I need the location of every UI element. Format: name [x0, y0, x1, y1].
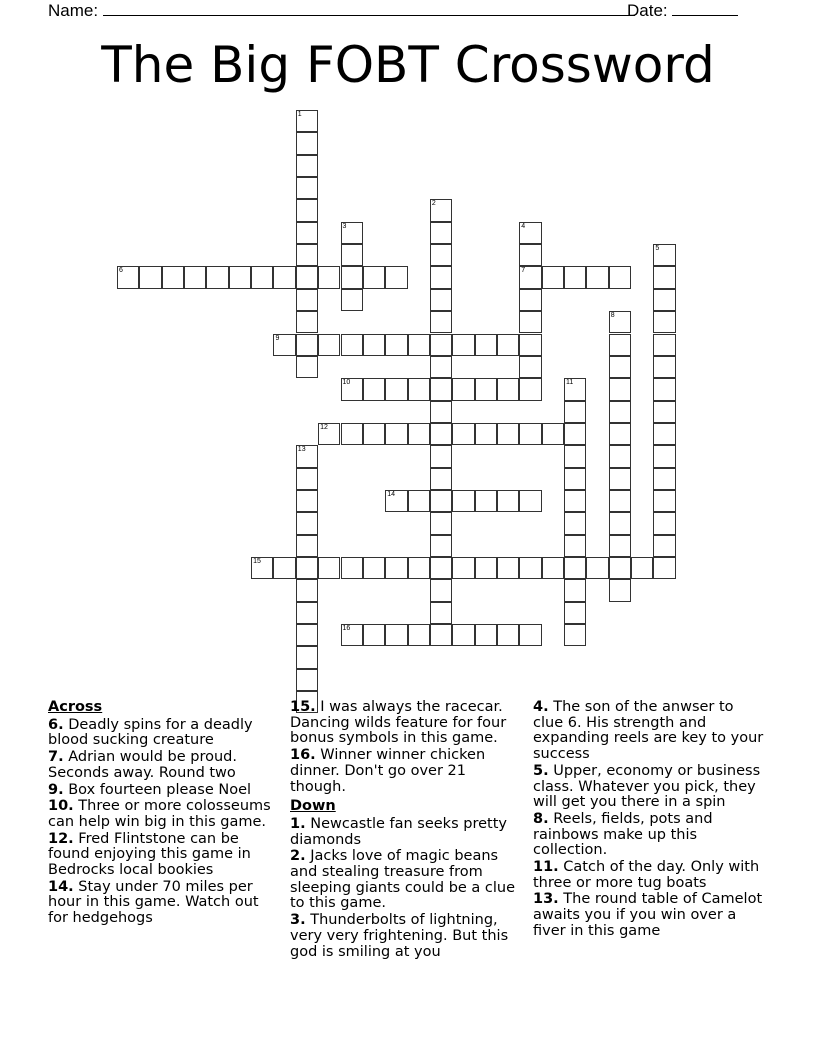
- grid-cell[interactable]: [385, 624, 407, 646]
- grid-cell[interactable]: [609, 266, 631, 288]
- grid-cell[interactable]: [296, 311, 318, 333]
- grid-cell[interactable]: [184, 266, 206, 288]
- clue-number: 3: [342, 222, 347, 230]
- grid-cell[interactable]: [341, 624, 363, 646]
- grid-cell[interactable]: [296, 535, 318, 557]
- page-title: The Big FOBT Crossword: [101, 36, 715, 94]
- clue-num: 3.: [290, 912, 306, 929]
- grid-cell[interactable]: [385, 557, 407, 579]
- across-clue: 14. Stay under 70 miles per hour in this game. Watch out for hedgehogs: [48, 878, 259, 927]
- grid-cell[interactable]: [564, 624, 586, 646]
- grid-cell[interactable]: [475, 557, 497, 579]
- grid-cell[interactable]: [519, 490, 541, 512]
- grid-cell[interactable]: [341, 289, 363, 311]
- grid-cell[interactable]: [609, 334, 631, 356]
- grid-cell[interactable]: [363, 334, 385, 356]
- grid-cell[interactable]: [430, 356, 452, 378]
- grid-cell[interactable]: [430, 490, 452, 512]
- grid-cell[interactable]: [139, 266, 161, 288]
- grid-cell[interactable]: [430, 222, 452, 244]
- grid-cell[interactable]: [430, 602, 452, 624]
- grid-cell[interactable]: [296, 177, 318, 199]
- down-clue: 3. Thunderbolts of lightning, very very frightening. But this god is smiling at you: [290, 912, 509, 960]
- grid-cell[interactable]: [430, 401, 452, 423]
- grid-cell[interactable]: [564, 468, 586, 490]
- grid-cell[interactable]: [519, 222, 541, 244]
- across-clue: 12. Fred Flintstone can be found enjoying this game in Bedrocks local bookies: [48, 830, 251, 879]
- grid-cell[interactable]: [408, 334, 430, 356]
- grid-cell[interactable]: [363, 378, 385, 400]
- clue-num: 14.: [48, 878, 74, 895]
- grid-cell[interactable]: [452, 490, 474, 512]
- grid-cell[interactable]: [341, 266, 363, 288]
- grid-cell[interactable]: [430, 334, 452, 356]
- grid-cell[interactable]: [519, 334, 541, 356]
- grid-cell[interactable]: [430, 512, 452, 534]
- down-clue: 11. Catch of the day. Only with three or more tug boats: [533, 859, 760, 891]
- clue-number: 1: [297, 111, 302, 118]
- grid-cell[interactable]: [564, 401, 586, 423]
- grid-cell[interactable]: [296, 557, 318, 579]
- grid-cell[interactable]: [564, 423, 586, 445]
- clue-num: 7.: [48, 749, 64, 766]
- grid-cell[interactable]: [408, 423, 430, 445]
- grid-cell[interactable]: [251, 266, 273, 288]
- grid-cell[interactable]: [341, 244, 363, 266]
- down-clue: 8. Reels, fields, pots and rainbows make up this collection.: [533, 810, 713, 859]
- across-clue: 7. Adrian would be proud. Seconds away. Round two: [48, 749, 237, 781]
- grid-cell[interactable]: [117, 266, 139, 288]
- grid-cell[interactable]: [430, 289, 452, 311]
- grid-cell[interactable]: [475, 334, 497, 356]
- grid-cell[interactable]: [519, 311, 541, 333]
- grid-cell[interactable]: [251, 557, 273, 579]
- clues-column-2: [290, 700, 525, 961]
- grid-cell[interactable]: [363, 266, 385, 288]
- across-clue: 16. Winner winner chicken dinner. Don't go over 21 though.: [290, 747, 486, 795]
- grid-cell[interactable]: [229, 266, 251, 288]
- grid-cell[interactable]: [564, 535, 586, 557]
- grid-cell[interactable]: [452, 423, 474, 445]
- clue-number: 5: [655, 245, 660, 253]
- grid-cell[interactable]: [430, 624, 452, 646]
- grid-cell[interactable]: [653, 512, 675, 534]
- grid-cell[interactable]: [385, 266, 407, 288]
- down-clue: 1. Newcastle fan seeks pretty diamonds: [290, 815, 507, 848]
- grid-cell[interactable]: [430, 557, 452, 579]
- grid-cell[interactable]: [296, 289, 318, 311]
- clue-num: 1.: [290, 815, 306, 832]
- grid-cell[interactable]: [609, 468, 631, 490]
- grid-cell[interactable]: [653, 244, 675, 266]
- clue-number: 8: [610, 312, 615, 320]
- clue-number: 7: [521, 267, 526, 275]
- down-clue: 13. The round table of Camelot awaits you if you win over a fiver in this game: [533, 891, 763, 939]
- grid-cell[interactable]: [564, 512, 586, 534]
- grid-cell[interactable]: [385, 334, 407, 356]
- grid-cell[interactable]: [341, 423, 363, 445]
- grid-cell[interactable]: [586, 266, 608, 288]
- grid-cell[interactable]: [385, 490, 407, 512]
- clue-number: 16: [342, 625, 351, 633]
- across-clue: 6. Deadly spins for a deadly blood sucking creature: [48, 716, 253, 749]
- down-clue: 2. Jacks love of magic beans and stealing treasure from sleeping giants could be a clue to this game.: [290, 848, 516, 912]
- grid-cell[interactable]: [452, 557, 474, 579]
- grid-cell[interactable]: [296, 356, 318, 378]
- clue-number: 9: [275, 334, 280, 342]
- grid-cell[interactable]: [341, 557, 363, 579]
- grid-cell[interactable]: [653, 490, 675, 512]
- clue-number: 13: [297, 446, 306, 454]
- grid-cell[interactable]: [318, 266, 340, 288]
- grid-cell[interactable]: [564, 445, 586, 467]
- grid-cell[interactable]: [542, 557, 564, 579]
- grid-cell[interactable]: [385, 378, 407, 400]
- grid-cell[interactable]: [273, 557, 295, 579]
- clue-number: 10: [342, 379, 351, 387]
- grid-cell[interactable]: [497, 557, 519, 579]
- grid-cell[interactable]: [653, 535, 675, 557]
- grid-cell[interactable]: [653, 334, 675, 356]
- name-label: Name:: [48, 1, 99, 20]
- grid-cell[interactable]: [542, 423, 564, 445]
- grid-cell[interactable]: [296, 222, 318, 244]
- grid-cell[interactable]: [408, 490, 430, 512]
- grid-cell[interactable]: [385, 423, 407, 445]
- grid-cell[interactable]: [341, 222, 363, 244]
- grid-cell[interactable]: [430, 378, 452, 400]
- grid-cell[interactable]: [452, 334, 474, 356]
- clue-num: 12.: [48, 830, 74, 847]
- grid-cell[interactable]: [430, 199, 452, 221]
- grid-cell[interactable]: [296, 244, 318, 266]
- grid-cell[interactable]: [519, 378, 541, 400]
- grid-cell[interactable]: [497, 624, 519, 646]
- grid-cell[interactable]: [653, 378, 675, 400]
- grid-cell[interactable]: [542, 266, 564, 288]
- grid-cell[interactable]: [408, 378, 430, 400]
- grid-cell[interactable]: [519, 624, 541, 646]
- down-heading: Down: [290, 798, 336, 815]
- grid-cell[interactable]: [519, 557, 541, 579]
- grid-cell[interactable]: [653, 557, 675, 579]
- grid-cell[interactable]: [519, 289, 541, 311]
- grid-cell[interactable]: [586, 557, 608, 579]
- grid-cell[interactable]: [273, 266, 295, 288]
- clue-number: 12: [320, 423, 328, 431]
- grid-cell[interactable]: [497, 490, 519, 512]
- grid-cell[interactable]: [519, 356, 541, 378]
- grid-cell[interactable]: [296, 266, 318, 288]
- grid-cell[interactable]: [609, 557, 631, 579]
- grid-cell[interactable]: [296, 624, 318, 646]
- grid-cell[interactable]: [296, 110, 318, 132]
- clue-num: 8.: [533, 810, 549, 827]
- down-clue: 5. Upper, economy or business class. Whatever you pick, they will get you there in a spin: [533, 762, 761, 811]
- grid-cell[interactable]: [296, 132, 318, 154]
- grid-cell[interactable]: [475, 624, 497, 646]
- grid-cell[interactable]: [296, 579, 318, 601]
- grid-cell[interactable]: [452, 624, 474, 646]
- grid-cell[interactable]: [430, 445, 452, 467]
- grid-cell[interactable]: [653, 423, 675, 445]
- grid-cell[interactable]: [341, 334, 363, 356]
- clue-num: 5.: [533, 762, 549, 779]
- grid-cell[interactable]: [162, 266, 184, 288]
- grid-cell[interactable]: [609, 579, 631, 601]
- clue-number: 6: [119, 267, 123, 275]
- grid-cell[interactable]: [609, 490, 631, 512]
- clue-num: 15.: [290, 699, 316, 715]
- date-label: Date:: [627, 1, 668, 20]
- grid-cell[interactable]: [609, 512, 631, 534]
- grid-cell[interactable]: [430, 244, 452, 266]
- grid-cell[interactable]: [609, 378, 631, 400]
- grid-cell[interactable]: [475, 423, 497, 445]
- grid-cell[interactable]: [452, 378, 474, 400]
- grid-cell[interactable]: [564, 602, 586, 624]
- clue-num: 9.: [48, 781, 64, 798]
- grid-cell[interactable]: [296, 646, 318, 668]
- grid-cell[interactable]: [296, 669, 318, 691]
- grid-cell[interactable]: [609, 423, 631, 445]
- grid-cell[interactable]: [408, 557, 430, 579]
- grid-cell[interactable]: [564, 378, 586, 400]
- across-clue: 10. Three or more colosseums can help win big in this game.: [48, 798, 271, 830]
- grid-cell[interactable]: [430, 468, 452, 490]
- clues-column-1: [48, 700, 283, 928]
- grid-cell[interactable]: [564, 579, 586, 601]
- grid-cell[interactable]: [430, 535, 452, 557]
- grid-cell[interactable]: [497, 378, 519, 400]
- grid-cell[interactable]: [653, 289, 675, 311]
- grid-cell[interactable]: [519, 266, 541, 288]
- clue-num: 13.: [533, 891, 559, 908]
- clue-num: 11.: [533, 859, 559, 876]
- grid-cell[interactable]: [475, 490, 497, 512]
- grid-cell[interactable]: [653, 266, 675, 288]
- grid-cell[interactable]: [296, 468, 318, 490]
- grid-cell[interactable]: [296, 199, 318, 221]
- clue-num: 4.: [533, 699, 549, 715]
- clue-number: 14: [387, 490, 395, 498]
- across-clue: 9. Box fourteen please Noel: [48, 781, 252, 798]
- grid-cell[interactable]: [296, 334, 318, 356]
- grid-cell[interactable]: [296, 512, 318, 534]
- clue-number: 11: [566, 379, 574, 387]
- grid-cell[interactable]: [475, 378, 497, 400]
- grid-cell[interactable]: [519, 423, 541, 445]
- across-heading: Across: [48, 699, 103, 715]
- grid-cell[interactable]: [363, 423, 385, 445]
- grid-cell[interactable]: [609, 311, 631, 333]
- grid-cell[interactable]: [564, 490, 586, 512]
- grid-cell[interactable]: [273, 334, 295, 356]
- clue-num: 2.: [290, 848, 306, 865]
- grid-cell[interactable]: [653, 445, 675, 467]
- grid-cell[interactable]: [653, 356, 675, 378]
- grid-cell[interactable]: [363, 557, 385, 579]
- grid-cell[interactable]: [564, 557, 586, 579]
- grid-cell[interactable]: [609, 445, 631, 467]
- clues-column-3: [533, 700, 768, 941]
- grid-cell[interactable]: [430, 311, 452, 333]
- clue-num: 16.: [290, 747, 316, 764]
- grid-cell[interactable]: [609, 535, 631, 557]
- clue-number: 15: [253, 558, 261, 565]
- grid-cell[interactable]: [653, 468, 675, 490]
- grid-cell[interactable]: [341, 378, 363, 400]
- clue-number: 2: [431, 200, 436, 208]
- down-clue: 4. The son of the anwser to clue 6. His strength and expanding reels are key to your success: [533, 699, 764, 763]
- grid-cell[interactable]: [363, 624, 385, 646]
- grid-cell[interactable]: [609, 356, 631, 378]
- grid-cell[interactable]: [653, 401, 675, 423]
- grid-cell[interactable]: [430, 579, 452, 601]
- grid-cell[interactable]: [631, 557, 653, 579]
- grid-cell[interactable]: [609, 401, 631, 423]
- grid-cell[interactable]: [408, 624, 430, 646]
- grid-cell[interactable]: [318, 557, 340, 579]
- across-clue: 15. I was always the racecar. Dancing wilds feature for four bonus symbols in this game.: [290, 699, 507, 747]
- grid-cell[interactable]: [296, 490, 318, 512]
- grid-cell[interactable]: [318, 423, 340, 445]
- clue-number: 4: [521, 222, 526, 230]
- grid-cell[interactable]: [430, 423, 452, 445]
- grid-cell[interactable]: [430, 266, 452, 288]
- grid-cell[interactable]: [497, 423, 519, 445]
- grid-cell[interactable]: [318, 334, 340, 356]
- grid-cell[interactable]: [519, 244, 541, 266]
- grid-cell[interactable]: [296, 445, 318, 467]
- grid-cell[interactable]: [653, 311, 675, 333]
- grid-cell[interactable]: [497, 334, 519, 356]
- clue-num: 10.: [48, 798, 74, 815]
- grid-cell[interactable]: [296, 155, 318, 177]
- grid-cell[interactable]: [206, 266, 228, 288]
- clue-num: 6.: [48, 716, 64, 733]
- grid-cell[interactable]: [296, 602, 318, 624]
- grid-cell[interactable]: [564, 266, 586, 288]
